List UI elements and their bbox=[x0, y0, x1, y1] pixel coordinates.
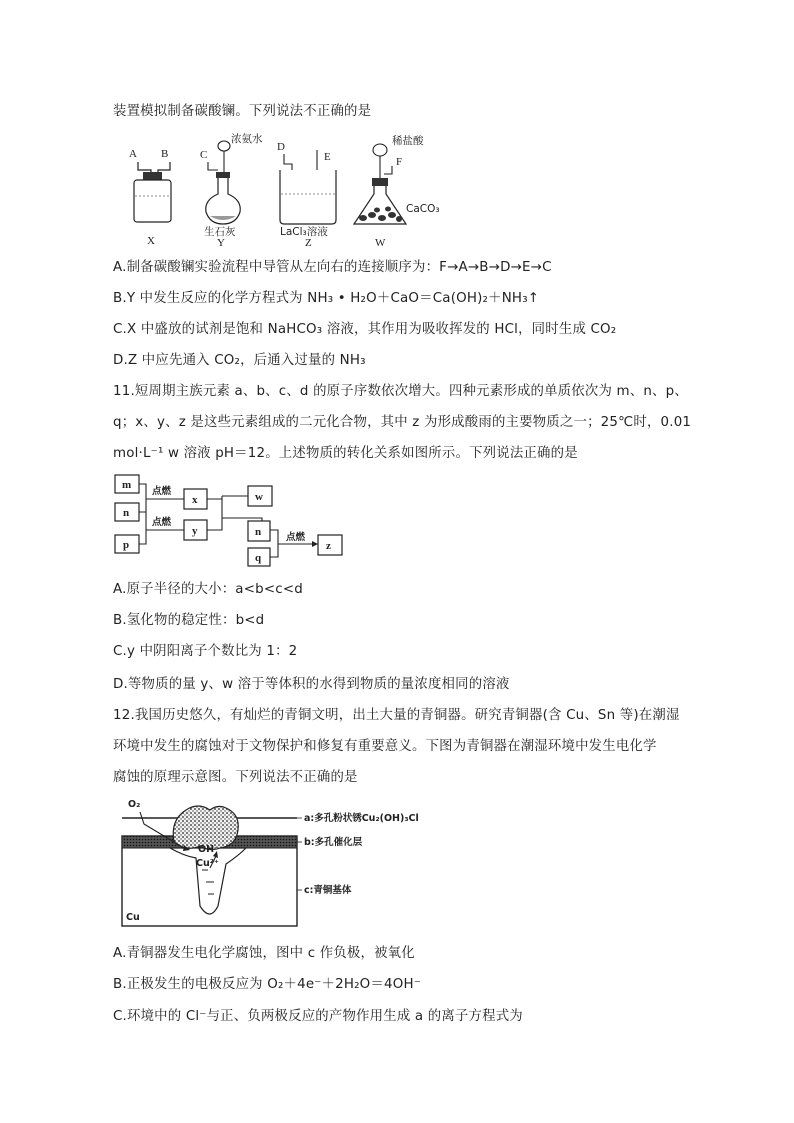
q10-option-d: D.Z 中应先通入 CO₂，后通入过量的 NH₃ bbox=[113, 353, 366, 368]
q10-option-c: C.X 中盛放的试剂是饱和 NaHCO₃ 溶液，其作用为吸收挥发的 HCl，同时生成 CO₂ bbox=[113, 322, 617, 337]
q11-option-a: A.原子半径的大小：a<b<c<d bbox=[113, 582, 303, 597]
q12-option-a: A.青铜器发生电化学腐蚀，图中 c 作负极，被氧化 bbox=[113, 946, 415, 961]
q10-option-b: B.Y 中发生反应的化学方程式为 NH₃ • H₂O＋CaO＝Ca(OH)₂＋NH₃↑ bbox=[113, 291, 540, 306]
cu-label: Cu bbox=[126, 912, 140, 923]
caco3-label: CaCO₃ bbox=[406, 203, 440, 215]
o2-label: O₂ bbox=[128, 799, 141, 810]
tube-d-label: D bbox=[277, 141, 285, 153]
tube-b-label: B bbox=[161, 148, 169, 160]
node-q-label: q bbox=[255, 552, 262, 564]
node-z-label: z bbox=[326, 540, 331, 552]
q11-option-c: C.y 中阴阳离子个数比为 1：2 bbox=[113, 644, 298, 659]
label-b: b:多孔催化层 bbox=[304, 837, 363, 848]
node-p-label: p bbox=[123, 539, 130, 551]
q11-option-d: D.等物质的量 y、w 溶于等体积的水得到物质的量浓度相同的溶液 bbox=[113, 677, 510, 692]
q12-stem-3: 腐蚀的原理示意图。下列说法不正确的是 bbox=[113, 770, 358, 785]
quicklime-label: 生石灰 bbox=[204, 226, 236, 238]
ignite-label-1: 点燃 bbox=[152, 486, 172, 497]
ignite-label-3: 点燃 bbox=[286, 532, 306, 543]
oh-minus-label: OH⁻ bbox=[198, 844, 220, 855]
apparatus-y bbox=[200, 132, 263, 249]
q12-option-c: C.环境中的 Cl⁻与正、负两极反应的产物作用生成 a 的离子方程式为 bbox=[113, 1009, 523, 1024]
label-y: Y bbox=[217, 237, 225, 249]
q12-stem-2: 环境中发生的腐蚀对于文物保护和修复有重要意义。下图为青铜器在潮湿环境中发生电化学 bbox=[113, 739, 657, 754]
label-z: Z bbox=[305, 237, 312, 249]
q12-corrosion-diagram bbox=[114, 796, 554, 932]
label-w: W bbox=[375, 237, 386, 249]
q11-stem-1: 11.短周期主族元素 a、b、c、d 的原子序数依次增大。四种元素形成的单质依次为 m、n、p、 bbox=[113, 384, 688, 399]
apparatus-w bbox=[354, 134, 440, 249]
dilute-hcl-label: 稀盐酸 bbox=[392, 135, 424, 147]
ignite-label-2: 点燃 bbox=[152, 517, 172, 528]
q11-stem-3: mol·L⁻¹ w 溶液 pH＝12。上述物质的转化关系如图所示。下列说法正确的是 bbox=[113, 446, 578, 461]
q10-apparatus-figure bbox=[120, 132, 460, 252]
node-m-label: m bbox=[122, 479, 132, 491]
tube-f-label: F bbox=[396, 156, 403, 168]
q10-option-a: A.制备碳酸镧实验流程中导管从左向右的连接顺序为：F→A→B→D→E→C bbox=[113, 260, 552, 275]
node-x-label: x bbox=[192, 494, 198, 506]
apparatus-z bbox=[277, 141, 336, 249]
lacl3-label: LaCl₃溶液 bbox=[280, 226, 328, 238]
q11-option-b: B.氢化物的稳定性：b<d bbox=[113, 613, 265, 628]
apparatus-x bbox=[129, 148, 171, 247]
q12-stem-1: 12.我国历史悠久，有灿烂的青铜文明，出土大量的青铜器。研究青铜器(含 Cu、Sn 等)在潮湿 bbox=[113, 708, 680, 723]
node-y-label: y bbox=[192, 525, 198, 537]
conc-ammonia-label: 浓氨水 bbox=[231, 133, 263, 145]
label-a: a:多孔粉状锈Cu₂(OH)₃Cl bbox=[304, 813, 419, 824]
q10-intro: 装置模拟制备碳酸镧。下列说法不正确的是 bbox=[113, 104, 372, 119]
label-c: c:青铜基体 bbox=[304, 885, 352, 896]
tube-e-label: E bbox=[324, 151, 331, 163]
q11-conversion-diagram bbox=[112, 472, 352, 568]
node-w-label: w bbox=[255, 491, 263, 503]
node-n2-label: n bbox=[255, 526, 262, 538]
q12-option-b: B.正极发生的电极反应为 O₂＋4e⁻＋2H₂O＝4OH⁻ bbox=[113, 977, 422, 992]
node-n-label: n bbox=[123, 507, 130, 519]
tube-c-label: C bbox=[200, 149, 208, 161]
q11-stem-2: q；x、y、z 是这些元素组成的二元化合物，其中 z 为形成酸雨的主要物质之一；25℃时，0.01 bbox=[113, 415, 692, 430]
label-x: X bbox=[147, 235, 155, 247]
cu2-plus-label: Cu²⁺ bbox=[196, 858, 219, 869]
tube-a-label: A bbox=[129, 148, 137, 160]
